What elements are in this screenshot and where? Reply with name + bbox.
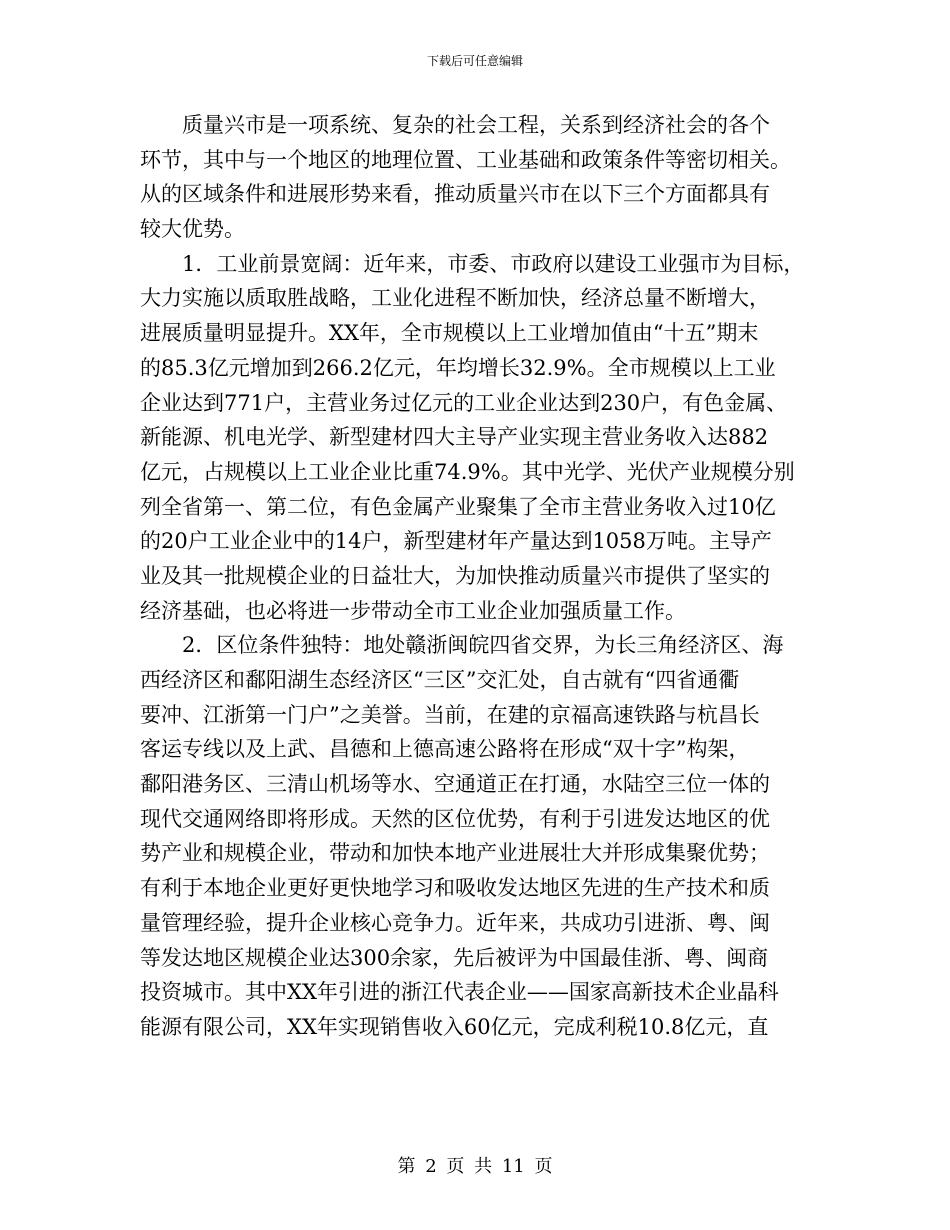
text-line: 列全省第一、第二位，有色金属产业聚集了全市主营业务收入过10亿 [140,494,776,519]
page-footer: 第 2 页 共 11 页 [397,1156,553,1177]
text-line: 势产业和规模企业，带动和加快本地产业进展壮大并形成集聚优势； [140,841,770,866]
text-line: 客运专线以及上武、昌德和上德高速公路将在形成“双十字”构架， [140,737,750,762]
text-line: 较大优势。 [140,217,245,242]
page-header: 下载后可任意编辑 [426,54,523,68]
text-line: 要冲、江浙第一门户”之美誉。当前，在建的京福高速铁路与杭昌长 [140,702,760,727]
text-line: 的85.3亿元增加到266.2亿元，年均增长32.9%。全市规模以上工业 [140,355,776,380]
text-line: 投资城市。其中XX年引进的浙江代表企业——国家高新技术企业晶科 [140,980,779,1005]
text-line: 亿元，占规模以上工业企业比重74.9%。其中光学、光伏产业规模分别 [140,459,795,484]
text-line: 的20户工业企业中的14户，新型建材年产量达到1058万吨。主导产 [140,529,772,554]
text-line: 新能源、机电光学、新型建材四大主导产业实现主营业务收入达882 [140,425,769,450]
text-line: 等发达地区规模企业达300余家，先后被评为中国最佳浙、粤、闽商 [140,945,769,970]
text-line: 质量兴市是一项系统、复杂的社会工程，关系到经济社会的各个 [140,113,770,137]
text-line: 企业达到771户，主营业务过亿元的工业企业达到230户，有色金属、 [140,390,788,415]
text-line: 2．区位条件独特：地处赣浙闽皖四省交界，为长三角经济区、海 [140,633,784,658]
text-line: 鄱阳港务区、三清山机场等水、空通道正在打通，水陆空三位一体的 [140,772,770,797]
text-line: 进展质量明显提升。XX年，全市规模以上工业增加值由“十五”期末 [140,321,759,346]
text-line: 量管理经验，提升企业核心竞争力。近年来，共成功引进浙、粤、闽 [140,910,770,935]
text-line: 1．工业前景宽阔：近年来，市委、市政府以建设工业强市为目标， [140,251,805,276]
text-line: 能源有限公司，XX年实现销售收入60亿元，完成利税10.8亿元，直 [140,1014,769,1039]
text-line: 经济基础，也必将进一步带动全市工业企业加强质量工作。 [140,598,686,623]
text-line: 环节，其中与一个地区的地理位置、工业基础和政策条件等密切相关。 [140,147,791,172]
text-line: 业及其一批规模企业的日益壮大，为加快推动质量兴市提供了坚实的 [140,563,770,588]
text-line: 有利于本地企业更好更快地学习和吸收发达地区先进的生产技术和质 [140,876,770,901]
text-line: 从的区域条件和进展形势来看，推动质量兴市在以下三个方面都具有 [140,182,770,207]
text-line: 现代交通网络即将形成。天然的区位优势，有利于引进发达地区的优 [140,806,770,831]
text-line: 大力实施以质取胜战略，工业化进程不断加快，经济总量不断增大， [140,286,770,311]
text-line: 西经济区和鄱阳湖生态经济区“三区”交汇处，自古就有“四省通衢 [140,668,740,692]
document-body [140,108,820,1045]
